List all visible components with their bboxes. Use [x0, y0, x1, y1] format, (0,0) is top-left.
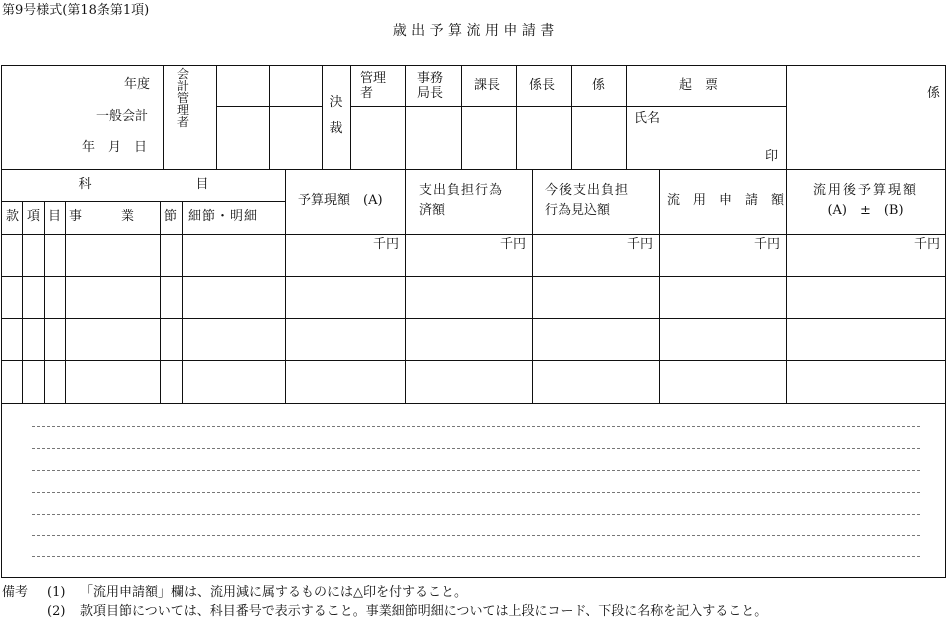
shishutsu-header-line1: 支出負担行為 — [419, 183, 504, 198]
kakari-label: 係 — [592, 78, 606, 93]
kanrisha-label: 管理者 — [360, 71, 387, 101]
ryuyogo-header-line1: 流用後予算現額 — [812, 183, 918, 198]
remarks-line — [32, 492, 920, 493]
remarks-line — [32, 470, 920, 471]
grid-line — [216, 66, 217, 169]
grid-line — [571, 66, 572, 169]
kan-header: 款 — [6, 209, 20, 224]
grid-line — [516, 66, 517, 169]
kongo-header-line1: 今後支出負担 — [545, 183, 630, 198]
grid-line — [2, 360, 945, 361]
form-table — [1, 65, 946, 578]
remarks-line — [32, 514, 920, 515]
kamoku-header: 科 目 — [78, 177, 209, 192]
form-title: 歳 出 予 算 流 用 申 請 書 — [392, 23, 555, 39]
grid-line — [182, 201, 183, 403]
kaikei-kanrisha-label: 会計管理者 — [176, 67, 189, 129]
grid-line — [65, 201, 66, 403]
jigyo-header: 事 業 — [69, 209, 135, 224]
form-number: 第9号様式(第18条第1項) — [2, 3, 150, 18]
grid-line — [322, 66, 323, 169]
setsu-header: 節 — [164, 209, 178, 224]
grid-line — [285, 169, 286, 403]
grid-line — [2, 234, 945, 235]
nendo-label: 年度 — [124, 77, 151, 92]
grid-line — [160, 201, 161, 403]
note-2-text: 款項目節については、科目番号で表示すること。事業細節明細については上段にコード、下段に名称を記入すること。 — [80, 604, 768, 619]
grid-line — [350, 106, 786, 107]
moku-header: 目 — [48, 209, 62, 224]
grid-line — [350, 66, 351, 169]
grid-line — [22, 201, 23, 403]
in-seal-label: 印 — [765, 149, 779, 164]
ryuyo-shinsei-header: 流 用 申 請 額 — [667, 193, 785, 208]
grid-line — [786, 66, 787, 169]
unit-label: 千円 — [913, 237, 940, 252]
yosan-gengaku-header: 予算現額 (A) — [298, 193, 383, 208]
ryuyogo-header-line2: (A) ± (B) — [827, 203, 904, 218]
notes-label: 備考 — [2, 585, 29, 600]
grid-line — [2, 276, 945, 277]
unit-label: 千円 — [372, 237, 399, 252]
note-1-number: (1) — [47, 585, 66, 600]
grid-line — [163, 66, 164, 169]
kongo-header-line2: 行為見込額 — [545, 203, 611, 218]
remarks-line — [32, 556, 920, 557]
grid-line — [626, 66, 627, 169]
note-1-text: 「流用申請額」欄は、流用減に属するものには△印を付すること。 — [80, 585, 467, 600]
kakaricho-label: 係長 — [529, 78, 556, 93]
kakari-right-label: 係 — [927, 86, 941, 101]
grid-line — [532, 169, 533, 403]
jimukyokucho-label: 事務局長 — [417, 71, 444, 101]
kihyo-label: 起 票 — [679, 78, 719, 93]
grid-line — [2, 403, 945, 404]
remarks-line — [32, 535, 920, 536]
grid-line — [2, 169, 945, 170]
kacho-label: 課長 — [474, 78, 501, 93]
account-label: 一般会計 — [96, 109, 149, 124]
grid-line — [405, 66, 406, 169]
remarks-line — [32, 448, 920, 449]
grid-line — [2, 318, 945, 319]
note-2-number: (2) — [47, 604, 66, 619]
remarks-line — [32, 426, 920, 427]
grid-line — [44, 201, 45, 403]
shimei-label: 氏名 — [634, 111, 661, 126]
unit-label: 千円 — [499, 237, 526, 252]
unit-label: 千円 — [753, 237, 780, 252]
grid-line — [461, 66, 462, 169]
grid-line — [659, 169, 660, 403]
grid-line — [269, 66, 270, 169]
date-label: 年 月 日 — [82, 140, 148, 155]
kessai-label: 決裁 — [329, 95, 343, 136]
unit-label: 千円 — [626, 237, 653, 252]
saisetsu-header: 細節・明細 — [188, 209, 259, 224]
grid-line — [405, 169, 406, 403]
ko-header: 項 — [27, 209, 41, 224]
shishutsu-header-line2: 済額 — [419, 203, 446, 218]
